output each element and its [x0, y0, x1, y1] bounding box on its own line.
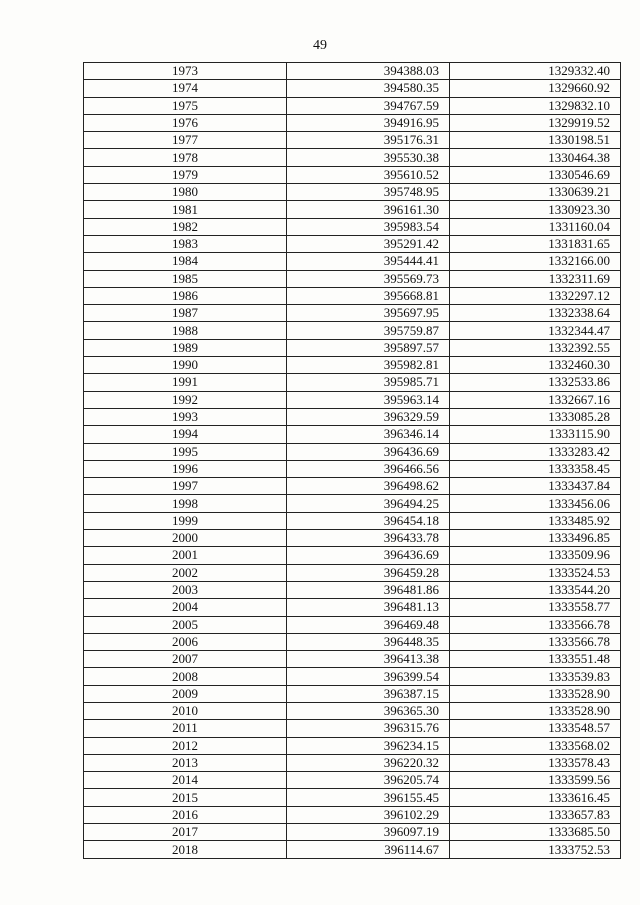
value-cell-b: 1333685.50: [450, 824, 621, 841]
table-row: [84, 651, 621, 668]
value-cell-a: 396346.14: [287, 426, 450, 443]
year-cell: 2008: [84, 668, 287, 685]
year-cell: 1977: [84, 132, 287, 149]
year-cell: 1983: [84, 235, 287, 252]
year-cell: 2009: [84, 685, 287, 702]
table-row: [84, 547, 621, 564]
value-cell-b: 1329919.52: [450, 114, 621, 131]
table-row: [84, 616, 621, 633]
year-cell: 1993: [84, 408, 287, 425]
year-cell: 1996: [84, 460, 287, 477]
value-cell-a: 396329.59: [287, 408, 450, 425]
value-cell-a: 396234.15: [287, 737, 450, 754]
year-cell: 1984: [84, 253, 287, 270]
value-cell-b: 1332311.69: [450, 270, 621, 287]
value-cell-a: 396102.29: [287, 806, 450, 823]
year-cell: 1976: [84, 114, 287, 131]
value-cell-b: 1330464.38: [450, 149, 621, 166]
year-cell: 2005: [84, 616, 287, 633]
value-cell-a: 395176.31: [287, 132, 450, 149]
table-row: [84, 495, 621, 512]
value-cell-b: 1333528.90: [450, 685, 621, 702]
table-row: [84, 391, 621, 408]
value-cell-a: 396161.30: [287, 201, 450, 218]
value-cell-b: 1330546.69: [450, 166, 621, 183]
value-cell-a: 396315.76: [287, 720, 450, 737]
value-cell-b: 1333566.78: [450, 633, 621, 650]
value-cell-a: 396205.74: [287, 772, 450, 789]
value-cell-b: 1333544.20: [450, 581, 621, 598]
year-cell: 1998: [84, 495, 287, 512]
value-cell-a: 395291.42: [287, 235, 450, 252]
value-cell-b: 1333358.45: [450, 460, 621, 477]
value-cell-b: 1332166.00: [450, 253, 621, 270]
value-cell-b: 1333283.42: [450, 443, 621, 460]
value-cell-b: 1332667.16: [450, 391, 621, 408]
year-cell: 1980: [84, 184, 287, 201]
value-cell-b: 1329660.92: [450, 80, 621, 97]
value-cell-a: 395963.14: [287, 391, 450, 408]
table-row: [84, 737, 621, 754]
value-cell-b: 1329332.40: [450, 63, 621, 80]
value-cell-b: 1333568.02: [450, 737, 621, 754]
year-cell: 1997: [84, 478, 287, 495]
value-cell-a: 394916.95: [287, 114, 450, 131]
year-cell: 2018: [84, 841, 287, 858]
table-row: [84, 512, 621, 529]
year-cell: 2014: [84, 772, 287, 789]
value-cell-a: 394580.35: [287, 80, 450, 97]
table-row: [84, 841, 621, 858]
table-row: [84, 754, 621, 771]
table-row: [84, 287, 621, 304]
year-cell: 1986: [84, 287, 287, 304]
value-cell-a: 396155.45: [287, 789, 450, 806]
year-cell: 2004: [84, 599, 287, 616]
table-row: [84, 789, 621, 806]
value-cell-b: 1332338.64: [450, 305, 621, 322]
year-cell: 1995: [84, 443, 287, 460]
value-cell-a: 396481.13: [287, 599, 450, 616]
value-cell-b: 1331160.04: [450, 218, 621, 235]
year-cell: 1991: [84, 374, 287, 391]
table-row: [84, 478, 621, 495]
table-row: [84, 564, 621, 581]
table-row: [84, 443, 621, 460]
table-row: [84, 201, 621, 218]
value-cell-a: 396413.38: [287, 651, 450, 668]
table-row: [84, 305, 621, 322]
year-cell: 2011: [84, 720, 287, 737]
value-cell-a: 395444.41: [287, 253, 450, 270]
value-cell-b: 1333657.83: [450, 806, 621, 823]
value-cell-b: 1333616.45: [450, 789, 621, 806]
year-cell: 2016: [84, 806, 287, 823]
value-cell-a: 396114.67: [287, 841, 450, 858]
year-cell: 2017: [84, 824, 287, 841]
value-cell-b: 1333496.85: [450, 530, 621, 547]
value-cell-a: 395668.81: [287, 287, 450, 304]
table-row: [84, 132, 621, 149]
table-row: [84, 218, 621, 235]
value-cell-b: 1333551.48: [450, 651, 621, 668]
value-cell-a: 396469.48: [287, 616, 450, 633]
year-cell: 2013: [84, 754, 287, 771]
value-cell-a: 396399.54: [287, 668, 450, 685]
year-cell: 1975: [84, 97, 287, 114]
table-row: [84, 374, 621, 391]
value-cell-b: 1333485.92: [450, 512, 621, 529]
value-cell-a: 395983.54: [287, 218, 450, 235]
value-cell-b: 1332392.55: [450, 339, 621, 356]
value-cell-b: 1332460.30: [450, 357, 621, 374]
value-cell-a: 395759.87: [287, 322, 450, 339]
value-cell-a: 395697.95: [287, 305, 450, 322]
value-cell-a: 396459.28: [287, 564, 450, 581]
table-row: [84, 253, 621, 270]
year-cell: 1981: [84, 201, 287, 218]
table-row: [84, 668, 621, 685]
year-cell: 2000: [84, 530, 287, 547]
value-cell-b: 1333548.57: [450, 720, 621, 737]
value-cell-a: 396387.15: [287, 685, 450, 702]
value-cell-b: 1333539.83: [450, 668, 621, 685]
value-cell-a: 396097.19: [287, 824, 450, 841]
value-cell-b: 1333524.53: [450, 564, 621, 581]
table-row: [84, 460, 621, 477]
table-row: [84, 149, 621, 166]
value-cell-b: 1333509.96: [450, 547, 621, 564]
year-cell: 2002: [84, 564, 287, 581]
value-cell-b: 1333558.77: [450, 599, 621, 616]
table-row: [84, 114, 621, 131]
year-cell: 2012: [84, 737, 287, 754]
year-cell: 1974: [84, 80, 287, 97]
value-cell-b: 1331831.65: [450, 235, 621, 252]
table-row: [84, 633, 621, 650]
value-cell-a: 394388.03: [287, 63, 450, 80]
table-row: [84, 357, 621, 374]
value-cell-b: 1333566.78: [450, 616, 621, 633]
table-row: [84, 824, 621, 841]
year-cell: 2006: [84, 633, 287, 650]
page-number: 49: [313, 38, 327, 53]
value-cell-a: 394767.59: [287, 97, 450, 114]
value-cell-b: 1330639.21: [450, 184, 621, 201]
year-cell: 1979: [84, 166, 287, 183]
value-cell-a: 395748.95: [287, 184, 450, 201]
value-cell-b: 1333752.53: [450, 841, 621, 858]
year-cell: 2015: [84, 789, 287, 806]
year-cell: 1990: [84, 357, 287, 374]
value-cell-b: 1333115.90: [450, 426, 621, 443]
year-cell: 1978: [84, 149, 287, 166]
value-cell-a: 396365.30: [287, 702, 450, 719]
table-row: [84, 63, 621, 80]
year-cell: 1999: [84, 512, 287, 529]
table-row: [84, 166, 621, 183]
value-cell-a: 396498.62: [287, 478, 450, 495]
data-table-container: [83, 62, 621, 859]
value-cell-b: 1332297.12: [450, 287, 621, 304]
year-cell: 1982: [84, 218, 287, 235]
data-table: [83, 62, 621, 859]
value-cell-b: 1333578.43: [450, 754, 621, 771]
value-cell-a: 395897.57: [287, 339, 450, 356]
table-row: [84, 599, 621, 616]
value-cell-a: 396466.56: [287, 460, 450, 477]
value-cell-b: 1333085.28: [450, 408, 621, 425]
value-cell-a: 395982.81: [287, 357, 450, 374]
value-cell-b: 1333456.06: [450, 495, 621, 512]
value-cell-a: 396448.35: [287, 633, 450, 650]
table-row: [84, 235, 621, 252]
table-row: [84, 322, 621, 339]
table-row: [84, 702, 621, 719]
value-cell-b: 1333528.90: [450, 702, 621, 719]
value-cell-a: 395985.71: [287, 374, 450, 391]
year-cell: 1985: [84, 270, 287, 287]
year-cell: 1994: [84, 426, 287, 443]
value-cell-b: 1333437.84: [450, 478, 621, 495]
year-cell: 1992: [84, 391, 287, 408]
table-row: [84, 685, 621, 702]
year-cell: 1989: [84, 339, 287, 356]
table-row: [84, 772, 621, 789]
table-row: [84, 184, 621, 201]
table-row: [84, 339, 621, 356]
year-cell: 1973: [84, 63, 287, 80]
value-cell-a: 396454.18: [287, 512, 450, 529]
value-cell-b: 1330923.30: [450, 201, 621, 218]
value-cell-b: 1332533.86: [450, 374, 621, 391]
value-cell-a: 396436.69: [287, 547, 450, 564]
table-row: [84, 806, 621, 823]
value-cell-a: 396481.86: [287, 581, 450, 598]
value-cell-b: 1333599.56: [450, 772, 621, 789]
data-table-body: [84, 63, 621, 859]
value-cell-a: 396494.25: [287, 495, 450, 512]
value-cell-b: 1329832.10: [450, 97, 621, 114]
value-cell-a: 396220.32: [287, 754, 450, 771]
value-cell-a: 395569.73: [287, 270, 450, 287]
table-row: [84, 80, 621, 97]
year-cell: 2010: [84, 702, 287, 719]
value-cell-b: 1330198.51: [450, 132, 621, 149]
table-row: [84, 720, 621, 737]
year-cell: 2003: [84, 581, 287, 598]
year-cell: 2001: [84, 547, 287, 564]
table-row: [84, 581, 621, 598]
value-cell-a: 395530.38: [287, 149, 450, 166]
year-cell: 1988: [84, 322, 287, 339]
value-cell-a: 396436.69: [287, 443, 450, 460]
year-cell: 1987: [84, 305, 287, 322]
year-cell: 2007: [84, 651, 287, 668]
table-row: [84, 408, 621, 425]
value-cell-b: 1332344.47: [450, 322, 621, 339]
table-row: [84, 530, 621, 547]
table-row: [84, 97, 621, 114]
value-cell-a: 396433.78: [287, 530, 450, 547]
table-row: [84, 270, 621, 287]
table-row: [84, 426, 621, 443]
value-cell-a: 395610.52: [287, 166, 450, 183]
